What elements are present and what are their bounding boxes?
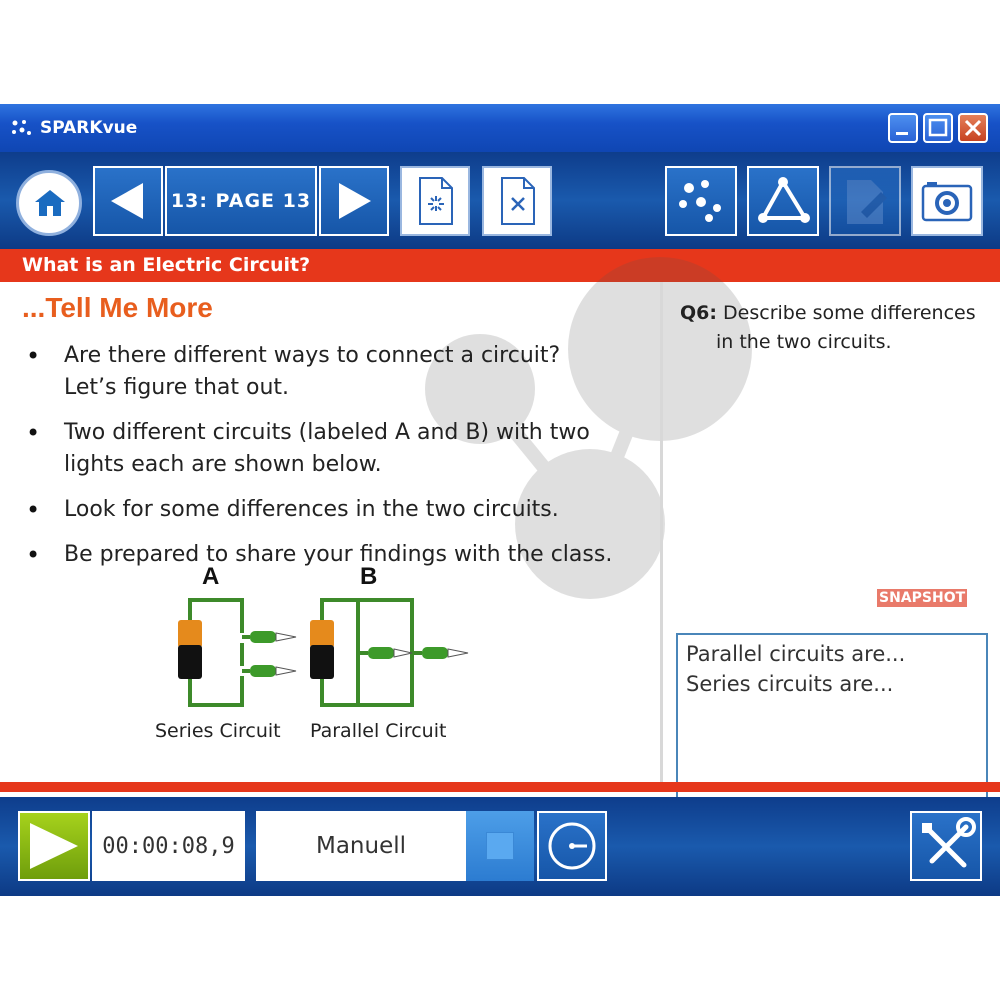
footer-rule <box>0 782 1000 792</box>
question-number: Q6: <box>680 302 717 324</box>
elapsed-time: 00:00:08,9 <box>92 811 245 881</box>
bullet-text: Look for some differences in the two circuits. <box>64 497 559 522</box>
bullet-list <box>26 340 646 584</box>
answer-line: Series circuits are... <box>686 672 894 696</box>
bullet-item <box>26 417 646 481</box>
main-toolbar <box>0 152 1000 249</box>
bullet-text: lights each are shown below. <box>64 452 382 477</box>
home-button[interactable] <box>16 170 82 236</box>
journal-button[interactable] <box>665 166 737 236</box>
maximize-button[interactable] <box>923 113 953 143</box>
answer-line: Parallel circuits are... <box>686 642 906 666</box>
new-page-icon <box>402 168 468 234</box>
title-bar[interactable] <box>0 104 1000 152</box>
page-content <box>0 249 1000 797</box>
window-title: SPARKvue <box>40 118 138 138</box>
sampling-mode[interactable]: Manuell <box>256 811 466 881</box>
circuit-b-label: B <box>360 563 378 590</box>
close-icon <box>960 115 986 141</box>
prev-arrow-icon <box>95 168 161 234</box>
next-arrow-icon <box>321 168 387 234</box>
section-title: What is an Electric Circuit? <box>22 254 311 276</box>
next-page-button[interactable] <box>319 166 389 236</box>
start-button[interactable] <box>18 811 90 881</box>
parallel-circuit-caption: Parallel Circuit <box>310 720 447 742</box>
question-line: Describe some differences <box>723 302 976 324</box>
timed-sampling-button[interactable] <box>537 811 607 881</box>
tools-icon <box>912 813 980 879</box>
stop-icon <box>486 832 514 860</box>
graph-button[interactable] <box>747 166 819 236</box>
collection-bar <box>0 797 1000 896</box>
circuit-a-label: A <box>202 563 220 590</box>
question-text <box>680 299 990 357</box>
timed-sampling-icon <box>539 813 605 879</box>
delete-page-icon <box>484 168 550 234</box>
bullet-item <box>26 340 646 404</box>
app-logo-icon <box>10 118 32 138</box>
delete-page-button[interactable] <box>482 166 552 236</box>
annotate-icon <box>831 168 899 234</box>
bullet-text: Let’s figure that out. <box>64 375 290 400</box>
maximize-icon <box>925 115 951 141</box>
minimize-button[interactable] <box>888 113 918 143</box>
circuit-diagram <box>150 563 480 775</box>
stop-button[interactable] <box>466 811 534 881</box>
camera-icon <box>913 168 981 234</box>
minimize-icon <box>890 115 916 141</box>
bullet-text: Be prepared to share your findings with the class. <box>64 542 613 567</box>
answer-text-box[interactable] <box>676 633 988 797</box>
snapshot-button[interactable]: SNAPSHOT <box>879 590 966 606</box>
circuit-drawing <box>150 595 480 725</box>
bullet-text: Two different circuits (labeled A and B) with two <box>64 420 590 445</box>
page-heading: ...Tell Me More <box>22 292 213 323</box>
new-page-button[interactable] <box>400 166 470 236</box>
lesson-pane <box>0 282 660 782</box>
bullet-item <box>26 539 646 571</box>
previous-page-button[interactable] <box>93 166 163 236</box>
series-circuit-caption: Series Circuit <box>155 720 281 742</box>
graph-icon <box>749 168 817 234</box>
annotate-button[interactable] <box>829 166 901 236</box>
question-line: in the two circuits. <box>716 331 892 353</box>
camera-button[interactable] <box>911 166 983 236</box>
cluster-icon <box>667 168 735 234</box>
tools-button[interactable] <box>910 811 982 881</box>
bullet-text: Are there different ways to connect a circuit? <box>64 343 561 368</box>
page-selector[interactable]: 13: PAGE 13 <box>165 166 317 236</box>
play-icon <box>20 813 88 879</box>
bullet-item <box>26 494 646 526</box>
close-window-button[interactable] <box>958 113 988 143</box>
app-window <box>0 104 1000 896</box>
pane-divider <box>660 282 663 782</box>
home-icon <box>32 185 68 221</box>
